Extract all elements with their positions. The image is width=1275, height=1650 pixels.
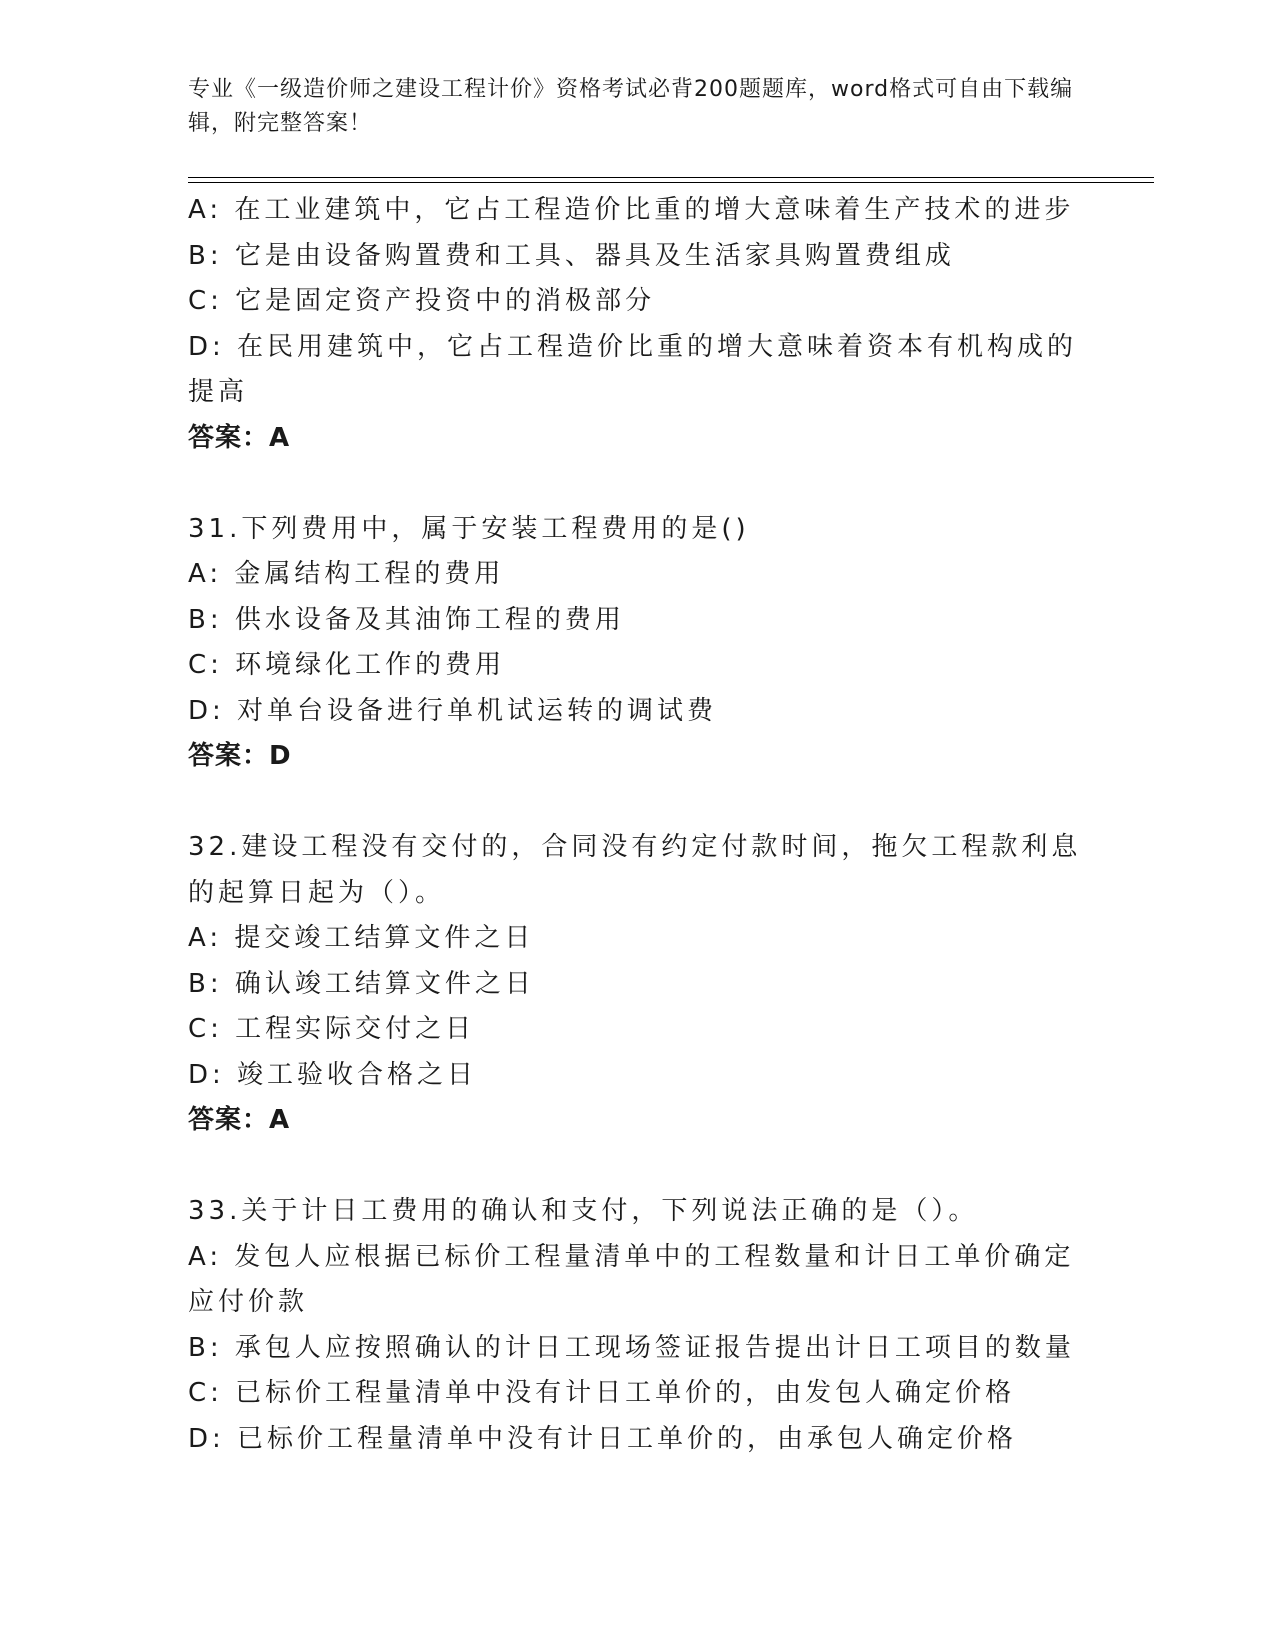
option-d: D: 在民用建筑中，它占工程造价比重的增大意味着资本有机构成的提高 [188, 331, 1078, 407]
answer-line: 答案：A [188, 1105, 291, 1135]
question-stem: 32.建设工程没有交付的，合同没有约定付款时间，拖欠工程款利息的起算日起为（）。 [188, 832, 1082, 908]
header-divider-bottom [188, 182, 1154, 183]
option-a: A: 提交竣工结算文件之日 [188, 923, 535, 953]
option-b: B: 确认竣工结算文件之日 [188, 968, 535, 999]
option-a: A: 发包人应根据已标价工程量清单中的工程数量和计日工单价确定应付价款 [188, 1241, 1075, 1317]
question-block [188, 507, 1088, 780]
question-list [188, 188, 1088, 1462]
question-block [188, 188, 1088, 461]
option-c: C: 它是固定资产投资中的消极部分 [188, 286, 656, 316]
option-a: A: 在工业建筑中，它占工程造价比重的增大意味着生产技术的进步 [188, 195, 1075, 225]
question-stem: 31.下列费用中，属于安装工程费用的是() [188, 513, 750, 544]
option-d: D: 竣工验收合格之日 [188, 1059, 478, 1090]
question-block [188, 825, 1088, 1144]
question-spacer [188, 1144, 1088, 1190]
question-spacer [188, 461, 1088, 507]
option-b: B: 它是由设备购置费和工具、器具及生活家具购置费组成 [188, 240, 955, 271]
option-c: C: 环境绿化工作的费用 [188, 650, 506, 680]
answer-line: 答案：A [188, 422, 291, 453]
option-a: A: 金属结构工程的费用 [188, 559, 505, 589]
option-c: C: 工程实际交付之日 [188, 1014, 476, 1044]
question-spacer [188, 780, 1088, 826]
option-d: D: 已标价工程量清单中没有计日工单价的，由承包人确定价格 [188, 1423, 1018, 1454]
answer-line: 答案：D [188, 741, 292, 771]
option-c: C: 已标价工程量清单中没有计日工单价的，由发包人确定价格 [188, 1378, 1016, 1408]
question-stem: 33.关于计日工费用的确认和支付，下列说法正确的是（）。 [188, 1196, 979, 1226]
document-header: 专业《一级造价师之建设工程计价》资格考试必背200题题库，word格式可自由下载编辑，附完整答案！ [188, 77, 1074, 136]
option-b: B: 承包人应按照确认的计日工现场签证报告提出计日工项目的数量 [188, 1332, 1075, 1363]
option-d: D: 对单台设备进行单机试运转的调试费 [188, 695, 718, 726]
question-block [188, 1189, 1088, 1462]
option-b: B: 供水设备及其油饰工程的费用 [188, 604, 625, 635]
header-divider-top [188, 177, 1154, 178]
